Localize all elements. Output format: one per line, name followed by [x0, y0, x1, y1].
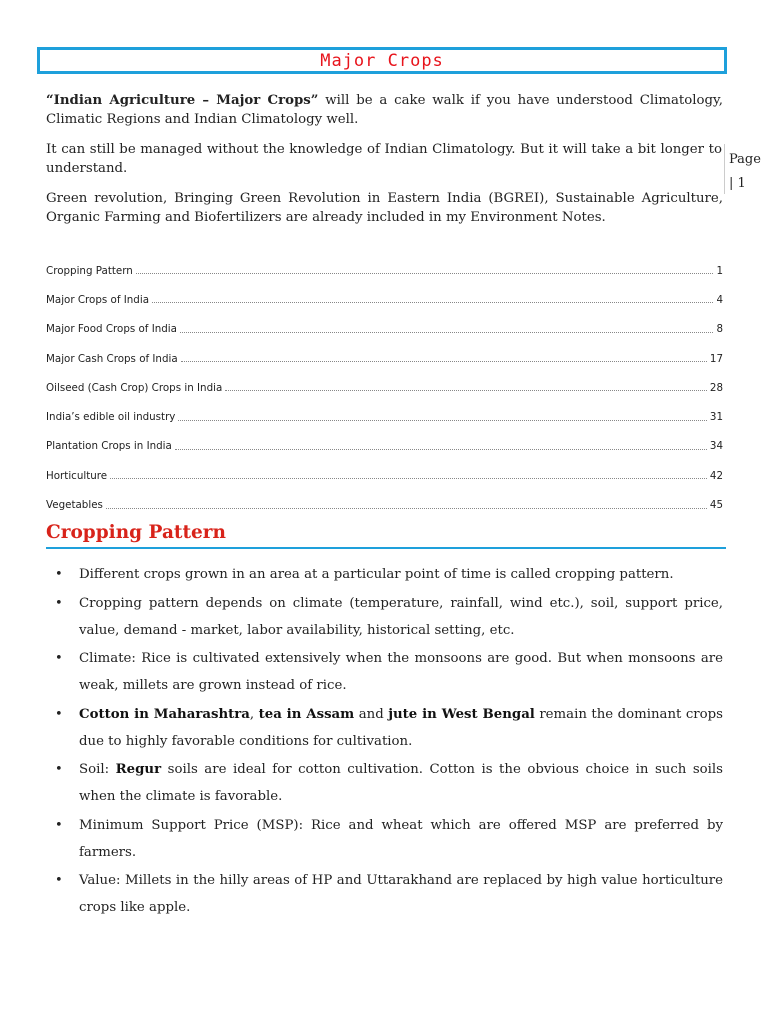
- table-of-contents: [46, 256, 723, 520]
- toc-item[interactable]: [46, 344, 723, 373]
- intro-p1-text: will be a cake walk if you have understood Climatology, Climatic Regions and Indian Climatology well.: [46, 93, 724, 127]
- bullet-text: Soil:: [79, 762, 116, 777]
- toc-item-page: 34: [709, 440, 723, 453]
- cropping-pattern-bullets: [46, 561, 723, 923]
- toc-item-label[interactable]: Vegetables: [46, 499, 103, 512]
- bullet-text: soils are ideal for cotton cultivation. Cotton is the obvious choice in such soils when the climate is favorable.: [79, 762, 724, 804]
- intro-bold-title: “Indian Agriculture – Major Crops”: [46, 93, 319, 108]
- bullet-icon: •: [55, 762, 63, 777]
- page-word: Page: [729, 152, 761, 167]
- bullet-icon: •: [55, 567, 63, 582]
- page-number-label: [724, 144, 768, 194]
- bullet-text: Climate: Rice is cultivated extensively when the monsoons are good. But when monsoons are weak, millets are grown instead of rice.: [79, 651, 723, 693]
- bullet-icon: •: [55, 595, 63, 611]
- toc-item-label[interactable]: Horticulture: [46, 469, 108, 482]
- bullet-bold-text: tea in Assam: [258, 706, 355, 722]
- toc-item-label[interactable]: Plantation Crops in India: [46, 440, 172, 453]
- bullet-bold-text: jute in West Bengal: [388, 706, 535, 722]
- toc-leader-dots: [181, 361, 707, 362]
- bullet-icon: •: [55, 817, 63, 833]
- toc-item-label[interactable]: Major Crops of India: [46, 293, 149, 306]
- toc-item[interactable]: [46, 402, 723, 431]
- toc-item-label[interactable]: Major Cash Crops of India: [46, 352, 178, 365]
- intro-paragraph-2: It can still be managed without the knowledge of Indian Climatology. But it will take a bit longer to understand.: [46, 142, 722, 176]
- toc-item-label[interactable]: Cropping Pattern: [46, 264, 133, 277]
- bullet-text: remain the dominant crops due to highly favorable conditions for cultivation.: [79, 706, 723, 749]
- toc-item[interactable]: [46, 315, 723, 344]
- bullet-item: [46, 645, 723, 699]
- bullet-text: and: [354, 706, 389, 722]
- section-heading-cropping-pattern: Cropping Pattern: [46, 520, 726, 549]
- toc-leader-dots: [178, 420, 707, 421]
- page-title: Major Crops: [37, 47, 727, 74]
- bullet-text: Minimum Support Price (MSP): Rice and wheat which are offered MSP are preferred by farmers.: [79, 817, 723, 860]
- bullet-bold-text: Cotton in Maharashtra: [79, 706, 250, 722]
- bullet-text: Different crops grown in an area at a particular point of time is called cropping pattern.: [79, 567, 674, 582]
- bullet-icon: •: [55, 873, 63, 888]
- toc-item-label[interactable]: Major Food Crops of India: [46, 323, 177, 336]
- bullet-text: Value: Millets in the hilly areas of HP and Uttarakhand are replaced by high value horticulture crops like apple.: [79, 873, 723, 915]
- bullet-icon: •: [55, 706, 63, 722]
- toc-item-page: 28: [709, 381, 723, 394]
- toc-item-page: 45: [709, 499, 723, 512]
- toc-item-page: 42: [709, 469, 723, 482]
- toc-item-page: 31: [709, 411, 723, 424]
- toc-leader-dots: [106, 508, 707, 509]
- toc-item-page: 8: [716, 323, 723, 336]
- toc-item[interactable]: [46, 490, 723, 519]
- intro-paragraph-1: [46, 92, 723, 129]
- toc-item[interactable]: [46, 461, 723, 490]
- toc-leader-dots: [180, 332, 713, 333]
- page-number: | 1: [729, 176, 746, 191]
- toc-item-page: 17: [709, 352, 723, 365]
- bullet-item: [46, 756, 723, 810]
- bullet-text: ,: [249, 706, 259, 722]
- intro-paragraph-3: Green revolution, Bringing Green Revolution in Eastern India (BGREI), Sustainable Agriculture, Organic Farming and Biofertilizers are already included in my Environment Notes.: [46, 191, 723, 225]
- bullet-item: [46, 590, 723, 644]
- toc-leader-dots: [110, 478, 707, 479]
- toc-item[interactable]: [46, 256, 723, 285]
- toc-leader-dots: [136, 273, 714, 274]
- bullet-icon: •: [55, 651, 63, 666]
- toc-item-page: 4: [716, 293, 723, 306]
- toc-item-label[interactable]: Oilseed (Cash Crop) Crops in India: [46, 381, 223, 394]
- bullet-item: [46, 561, 723, 588]
- toc-item[interactable]: [46, 432, 723, 461]
- bullet-bold-text: Regur: [115, 762, 162, 777]
- bullet-item: [46, 867, 723, 921]
- bullet-item: [46, 701, 723, 755]
- bullet-text: Cropping pattern depends on climate (temperature, rainfall, wind etc.), soil, support price, value, demand - market, labor availability, historical setting, etc.: [79, 595, 723, 638]
- toc-item-page: 1: [716, 264, 723, 277]
- toc-leader-dots: [152, 302, 713, 303]
- toc-leader-dots: [175, 449, 707, 450]
- toc-leader-dots: [225, 390, 707, 391]
- toc-item[interactable]: [46, 285, 723, 314]
- toc-item-label[interactable]: India’s edible oil industry: [46, 411, 176, 424]
- bullet-item: [46, 812, 723, 866]
- toc-item[interactable]: [46, 373, 723, 402]
